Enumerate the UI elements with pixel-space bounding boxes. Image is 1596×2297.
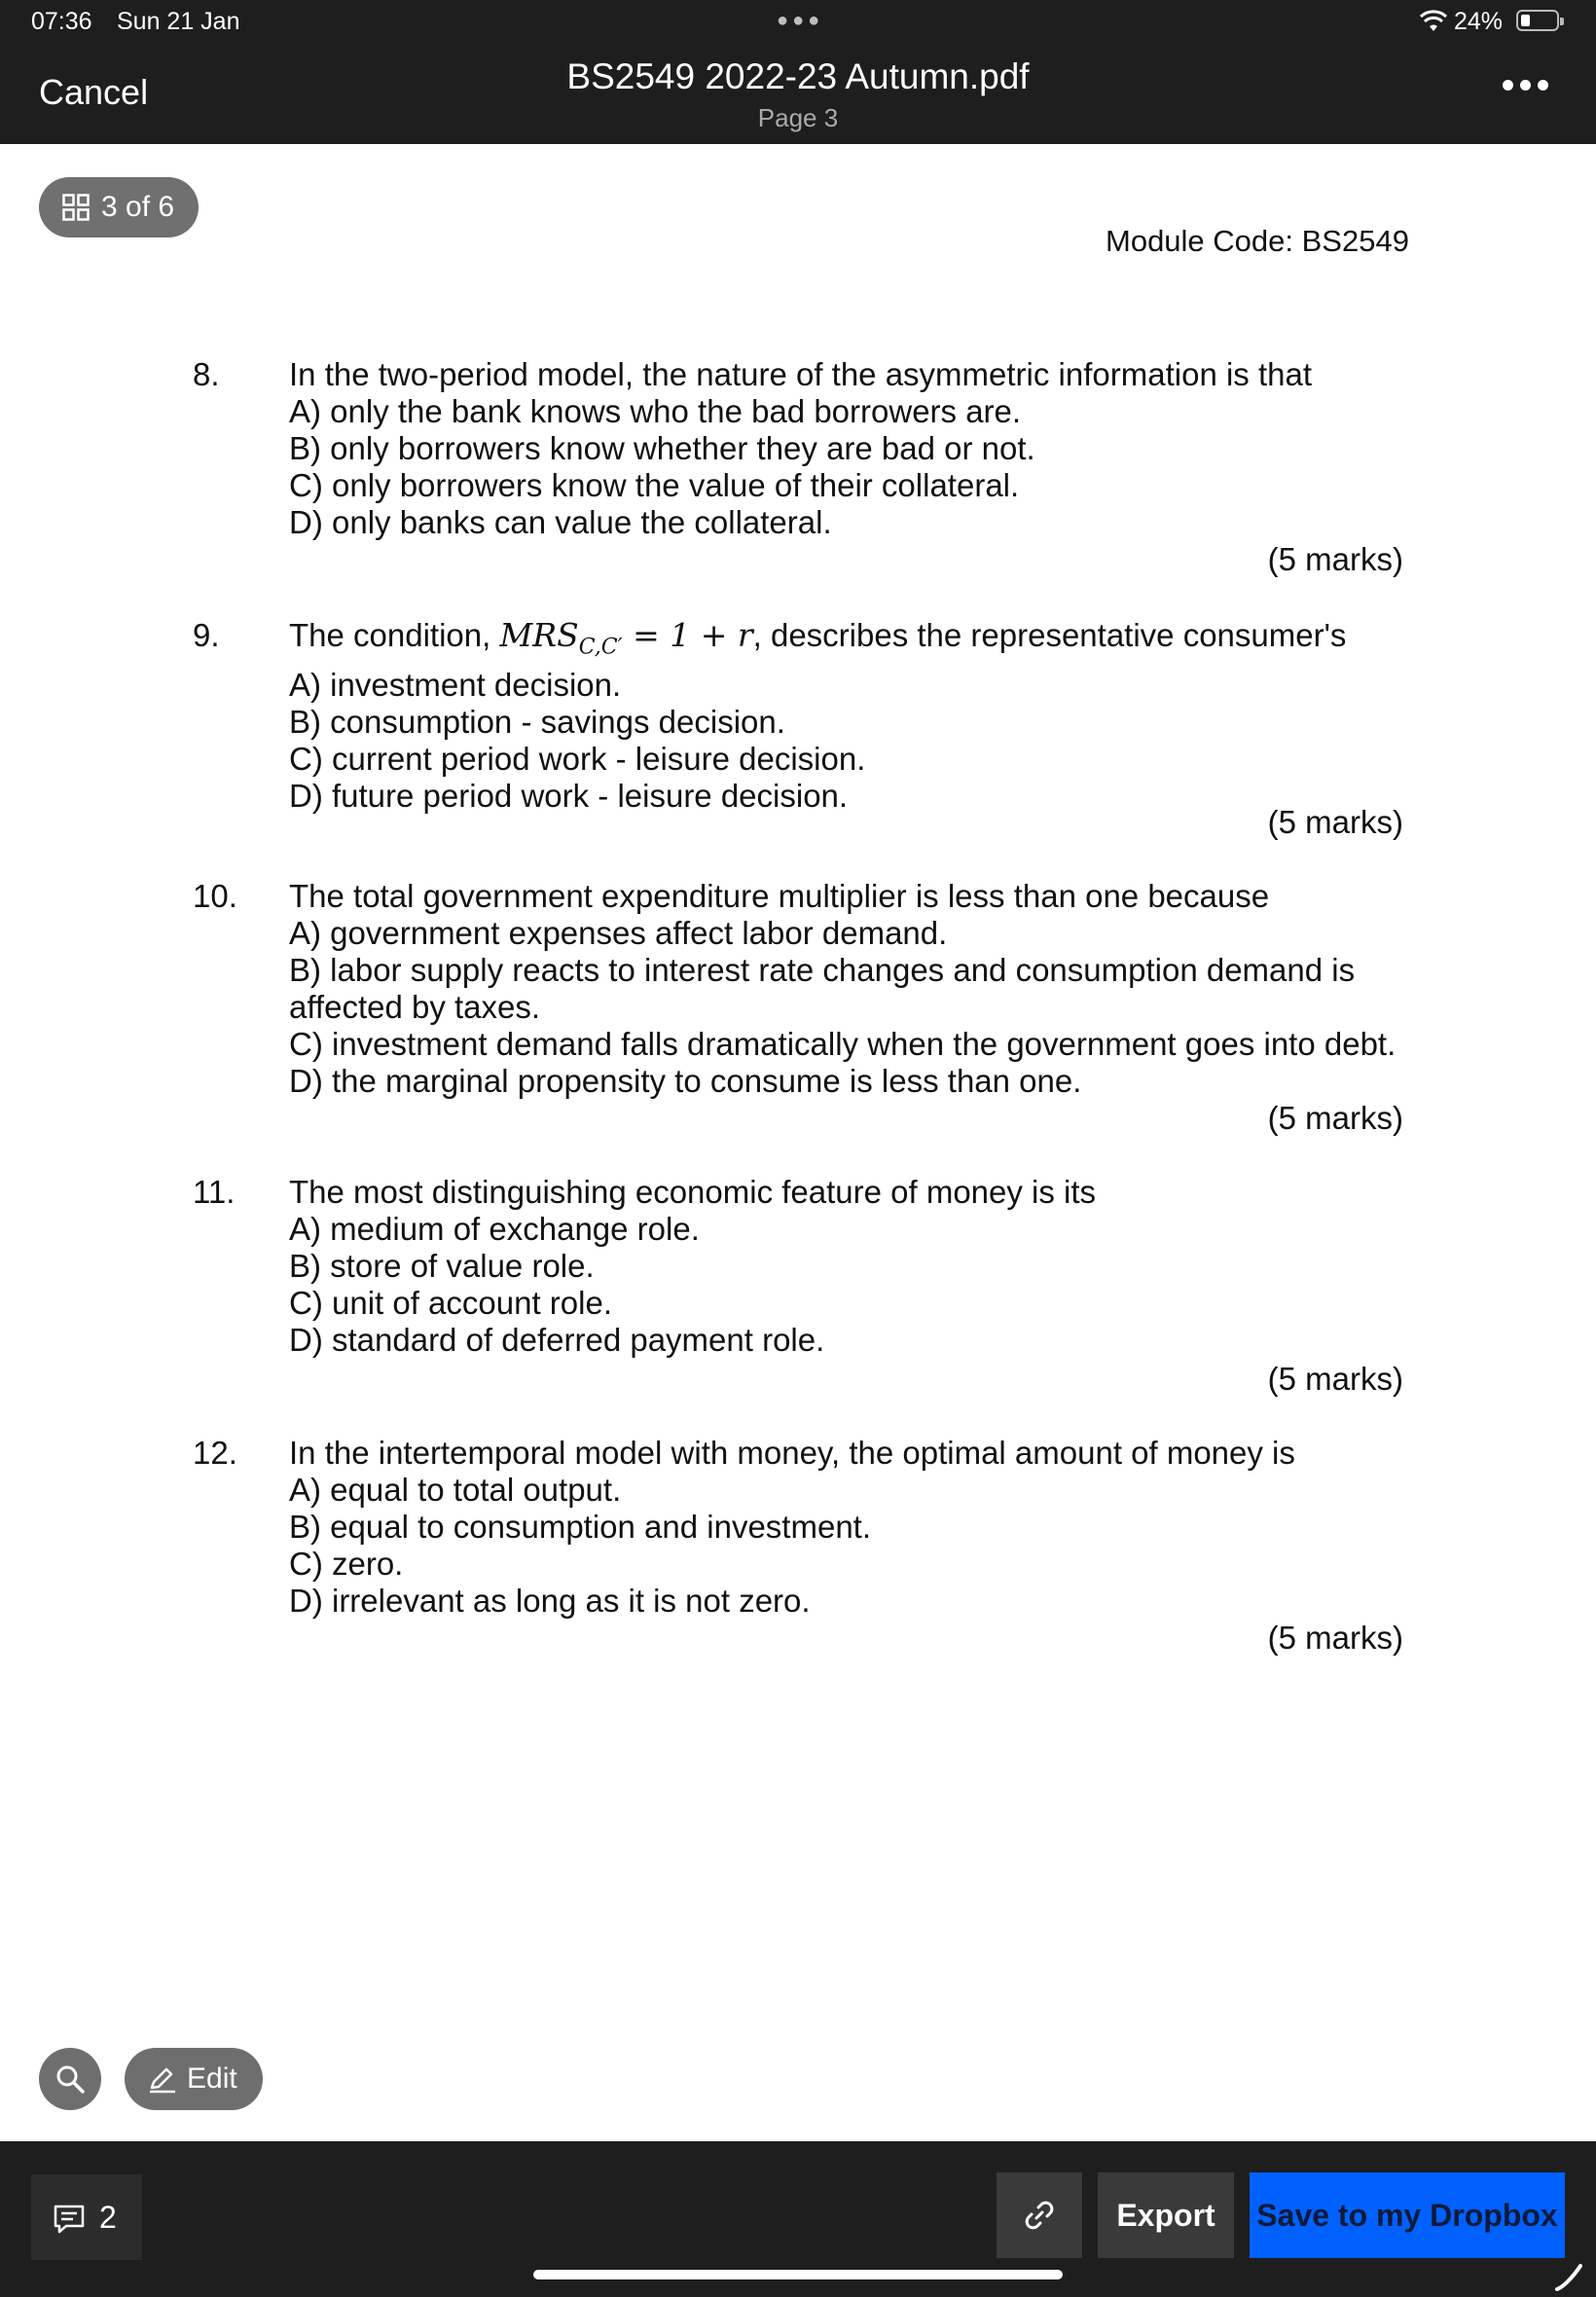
math-rest: = 1 + r	[622, 616, 753, 654]
question-marks: (5 marks)	[1267, 541, 1403, 577]
status-date: Sun 21 Jan	[117, 8, 240, 35]
question-marks: (5 marks)	[1267, 1620, 1403, 1656]
export-button[interactable]: Export	[1098, 2172, 1234, 2258]
question-body	[289, 1435, 1408, 1620]
top-bar	[0, 0, 1596, 144]
option-a: A) medium of exchange role.	[289, 1211, 700, 1247]
search-icon	[54, 2063, 86, 2095]
status-time: 07:36	[31, 8, 92, 35]
edit-label: Edit	[187, 2062, 237, 2095]
question-number: 10.	[193, 878, 237, 914]
option-b: B) only borrowers know whether they are bad or not.	[289, 430, 1035, 466]
math-expression	[499, 616, 753, 660]
question-stem: The total government expenditure multiplier is less than one because	[289, 878, 1270, 914]
edit-button[interactable]	[125, 2048, 263, 2110]
question-number: 9.	[193, 617, 220, 653]
option-c: C) only borrowers know the value of their collateral.	[289, 467, 1020, 503]
option-a: A) government expenses affect labor demand.	[289, 915, 948, 951]
cancel-button[interactable]: Cancel	[39, 72, 149, 112]
option-b: B) equal to consumption and investment.	[289, 1509, 872, 1545]
option-b: B) labor supply reacts to interest rate changes and consumption demand is affected by taxes.	[289, 952, 1356, 1025]
option-d: D) the marginal propensity to consume is less than one.	[289, 1063, 1082, 1099]
math-base: MRS	[499, 616, 579, 654]
stem-prefix: The condition,	[289, 617, 500, 653]
question-body	[289, 617, 1408, 815]
option-b: B) consumption - savings decision.	[289, 703, 785, 740]
module-code: Module Code: BS2549	[1106, 224, 1409, 258]
option-a: A) equal to total output.	[289, 1472, 622, 1508]
question-number: 11.	[193, 1174, 236, 1210]
question-stem: In the two-period model, the nature of the asymmetric information is that	[289, 356, 1313, 392]
battery-icon	[1516, 10, 1559, 31]
more-options-icon[interactable]	[1503, 76, 1549, 99]
home-indicator[interactable]	[533, 2270, 1063, 2279]
option-c: C) zero.	[289, 1546, 404, 1582]
question-stem: The most distinguishing economic feature of money is its	[289, 1174, 1097, 1210]
save-to-dropbox-button[interactable]: Save to my Dropbox	[1250, 2172, 1565, 2258]
comment-count: 2	[99, 2200, 117, 2235]
option-c: C) unit of account role.	[289, 1285, 612, 1321]
wifi-icon	[1419, 10, 1448, 33]
pencil-hover-icon	[1553, 2262, 1582, 2291]
option-c: C) investment demand falls dramatically when the government goes into debt.	[289, 1026, 1396, 1062]
comments-button[interactable]	[31, 2174, 142, 2260]
question-body	[289, 878, 1408, 1100]
question-number: 8.	[193, 356, 220, 392]
link-icon	[1022, 2198, 1057, 2233]
stem-suffix: , describes the representative consumer's	[752, 617, 1347, 653]
option-d: D) only banks can value the collateral.	[289, 504, 832, 540]
multitask-dots-icon[interactable]: ●●●	[777, 10, 824, 31]
option-d: D) standard of deferred payment role.	[289, 1322, 825, 1358]
option-a: A) investment decision.	[289, 666, 622, 703]
question-stem: In the intertemporal model with money, the optimal amount of money is	[289, 1435, 1295, 1471]
document-title: BS2549 2022-23 Autumn.pdf	[566, 56, 1030, 96]
question-body	[289, 1174, 1408, 1359]
battery-percentage: 24%	[1454, 8, 1504, 35]
math-subscript: C,C′	[578, 635, 623, 660]
option-d: D) irrelevant as long as it is not zero.	[289, 1583, 811, 1619]
pencil-icon	[148, 2066, 177, 2094]
option-d: D) future period work - leisure decision.	[289, 777, 849, 814]
question-marks: (5 marks)	[1267, 804, 1403, 840]
page-indicator-label: 3 of 6	[101, 191, 175, 223]
question-marks: (5 marks)	[1267, 1100, 1403, 1136]
question-number: 12.	[193, 1435, 237, 1471]
option-b: B) store of value role.	[289, 1248, 595, 1284]
grid-icon	[62, 194, 90, 221]
question-body	[289, 356, 1408, 541]
search-button[interactable]	[39, 2048, 101, 2110]
page-subtitle: Page 3	[757, 103, 839, 132]
question-stem	[289, 617, 1408, 667]
bottom-bar	[0, 2141, 1596, 2297]
comment-icon	[53, 2204, 86, 2235]
option-a: A) only the bank knows who the bad borrowers are.	[289, 393, 1022, 429]
question-marks: (5 marks)	[1267, 1361, 1403, 1397]
copy-link-button[interactable]	[997, 2172, 1082, 2258]
page-thumbnails-button[interactable]	[39, 177, 199, 237]
option-c: C) current period work - leisure decision.	[289, 740, 866, 777]
